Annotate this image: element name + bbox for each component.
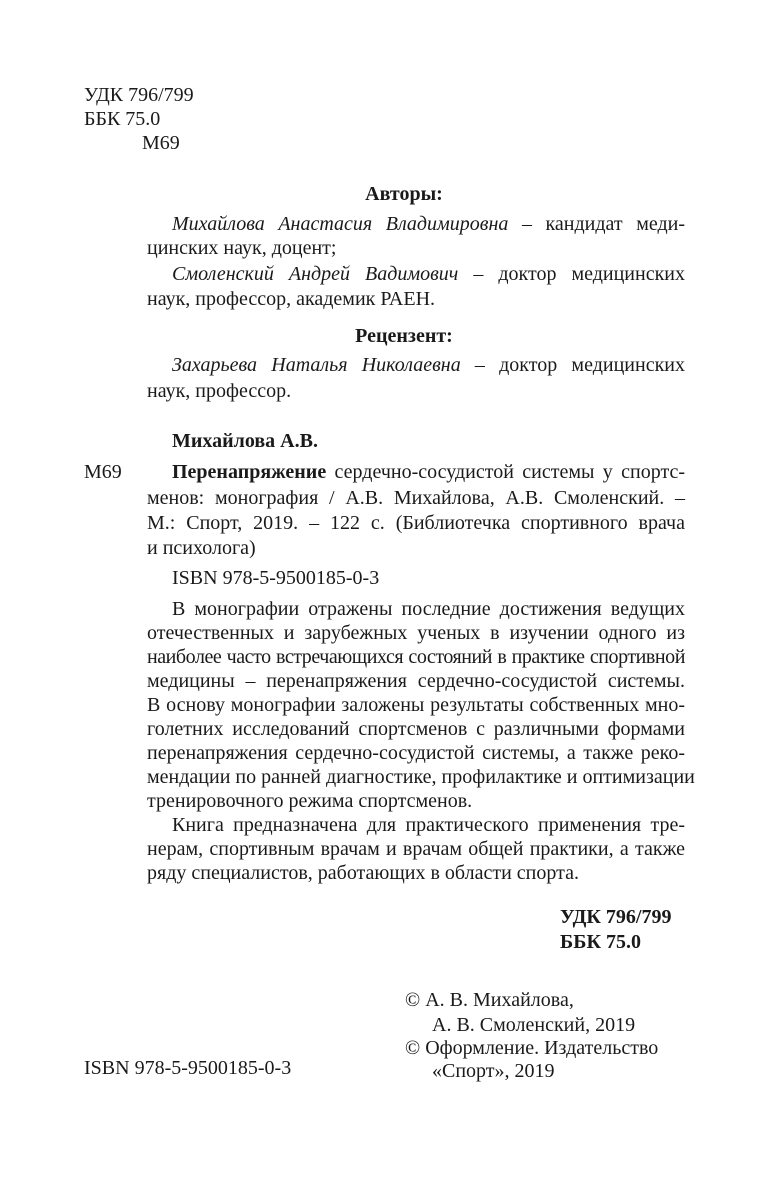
- udk-bottom: УДК 796/799: [560, 906, 672, 928]
- author-mark-top: М69: [142, 132, 180, 154]
- abstract-p2-line: Книга предназначена для практического применения тре-: [172, 814, 685, 836]
- abstract-p1-line: голетних исследований спортсменов с различными формами: [147, 718, 685, 740]
- abstract-p1-line: В монографии отражены последние достижения ведущих: [172, 598, 685, 620]
- catalog-line-1-rest: сердечно-сосудистой системы у спортс-: [326, 461, 685, 483]
- copyright-2-line-1: © Оформление. Издательство: [405, 1037, 659, 1059]
- abstract-p1-line: наиболее часто встречающихся состояний в практике спортивной: [147, 646, 685, 668]
- author-2-line-2: наук, профессор, академик РАЕН.: [147, 288, 436, 310]
- author-2-line-1: [172, 261, 685, 287]
- abstract-p1-line: В основу монографии заложены результаты собственных мно-: [147, 694, 685, 716]
- copyright-1-line-2: А. В. Смоленский, 2019: [432, 1014, 636, 1036]
- catalog-title: Перенапряжение: [172, 461, 327, 483]
- authors-heading: Авторы:: [365, 183, 443, 205]
- abstract-p2-line: нерам, спортивным врачам и врачам общей практики, а также: [147, 838, 685, 860]
- abstract-p1-line: тренировочного режима спортсменов.: [147, 790, 473, 812]
- reviewer-name: Захарьева Наталья Николаевна: [172, 354, 461, 376]
- abstract-p1-line: отечественных и зарубежных ученых в изучении одного из: [147, 622, 685, 644]
- catalog-line-4: и психолога): [147, 537, 256, 559]
- abstract-p1-line: перенапряжения сердечно-сосудистой системы, а также реко-: [147, 742, 685, 764]
- reviewer-heading: Рецензент:: [355, 325, 453, 347]
- catalog-main-author: Михайлова А.В.: [172, 430, 318, 452]
- copyright-1-line-1: © А. В. Михайлова,: [405, 989, 574, 1011]
- author-2-name: Смоленский Андрей Вадимович: [172, 263, 459, 285]
- author-1-line-2: цинских наук, доцент;: [147, 237, 337, 259]
- bbk-top: ББК 75.0: [84, 108, 161, 130]
- author-2-rest: – доктор медицинских: [458, 263, 685, 285]
- udk-top: УДК 796/799: [84, 84, 194, 106]
- catalog-line-3: М.: Спорт, 2019. – 122 с. (Библиотечка спортивного врача: [147, 512, 685, 534]
- abstract-p1-line: мендации по ранней диагностике, профилактике и оптимизации: [147, 766, 695, 788]
- abstract-p2-line: ряду специалистов, работающих в области спорта.: [147, 862, 579, 884]
- footer-isbn: ISBN 978-5-9500185-0-3: [84, 1057, 292, 1079]
- catalog-line-1: [172, 459, 685, 485]
- reviewer-line-2: наук, профессор.: [147, 380, 292, 402]
- author-1-name: Михайлова Анастасия Владимировна: [172, 213, 509, 235]
- author-1-rest: – кандидат меди-: [508, 213, 686, 235]
- bbk-bottom: ББК 75.0: [560, 931, 641, 953]
- reviewer-line-1: [172, 352, 685, 378]
- abstract-p1-line: медицины – перенапряжения сердечно-сосудистой системы.: [147, 670, 685, 692]
- reviewer-rest: – доктор медицинских: [460, 354, 685, 376]
- catalog-mark: М69: [84, 461, 122, 483]
- catalog-isbn: ISBN 978-5-9500185-0-3: [172, 567, 380, 589]
- catalog-line-2: менов: монография / А.В. Михайлова, А.В. Смоленский. –: [147, 487, 685, 509]
- author-1-line-1: [172, 211, 685, 237]
- copyright-2-line-2: «Спорт», 2019: [432, 1060, 555, 1082]
